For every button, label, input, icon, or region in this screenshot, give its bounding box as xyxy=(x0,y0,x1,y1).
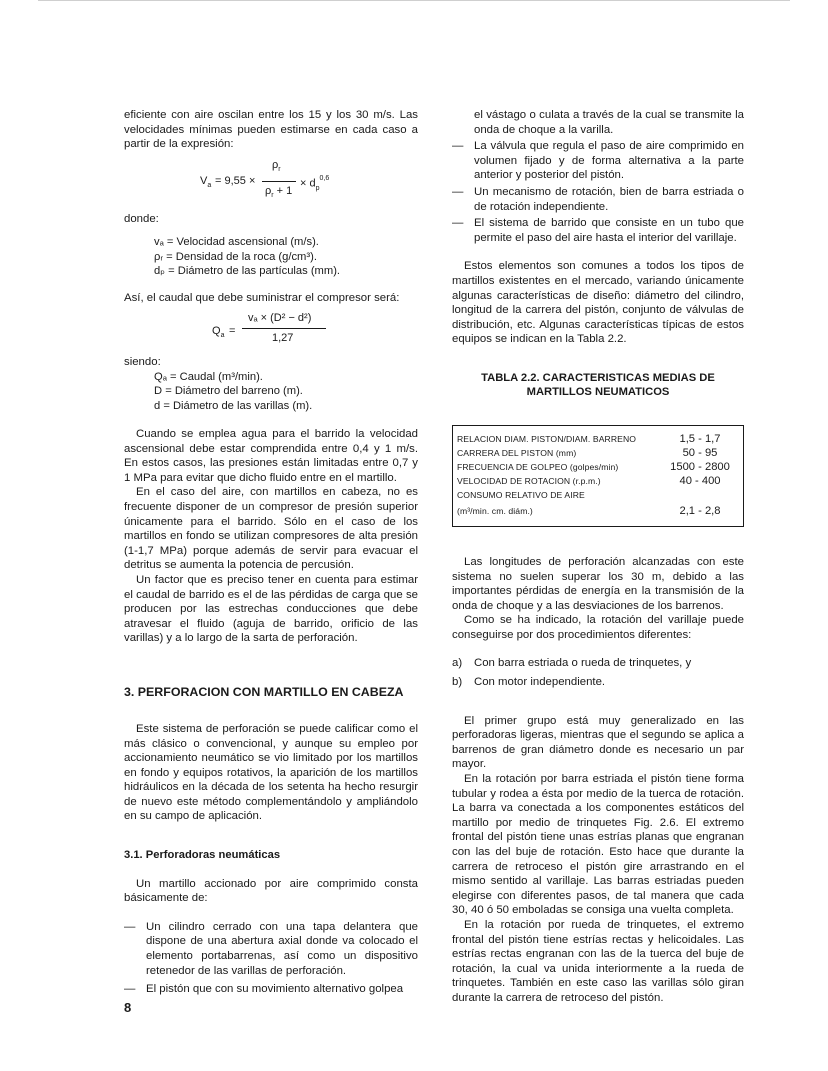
fraction-line xyxy=(242,328,326,329)
paragraph: En la rotación por barra estriada el pistón tiene forma tubular y rodea a ésta por medio de la tuerca de rotación. La barra va conectada a los componentes estáticos del martillo por medio de trinquetes Fig. 2.6. El extremo frontal del pistón tiene unas estrías planas que engranan con las del buje de rotación. Esto hace que durante la carrera de retroceso el pistón gire arrastrando en el mismo sentido al varillaje. Las barras estriadas pueden elegirse con diferentes pasos, de tal manera que cada 30, 40 ó 50 emboladas se consiga una vuelta completa. xyxy=(452,773,744,917)
formula-exp-sub: p xyxy=(315,184,320,192)
table-cell-label: FRECUENCIA DE GOLPEO (golpes/min) xyxy=(457,461,619,472)
table-row xyxy=(453,502,744,527)
table-cell-value: 40 - 400 xyxy=(679,474,721,487)
table-row xyxy=(453,488,744,502)
characteristics-table xyxy=(452,425,744,527)
paragraph: En el caso del aire, con martillos en cabeza, no es frecuente disponer de un compresor de presión superior únicamente para el barrido. Sólo en el caso de los martillos en fondo se utilizan compresores de alta presión (1-1,7 MPa) porque además de servir para evacuar el detritus se aumenta la potencia de percusión. xyxy=(124,486,418,572)
table-cell-value: 1,5 - 1,7 xyxy=(679,432,721,445)
table-cell-label: RELACION DIAM. PISTON/DIAM. BARRENO xyxy=(457,433,637,444)
table-cell-value xyxy=(657,488,744,502)
formula-numerator: ρ xyxy=(272,158,279,171)
formula-lhs-sub: a xyxy=(220,332,225,340)
paragraph: Estos elementos son comunes a todos los tipos de martillos existentes en el mercado, variando únicamente algunas características de diseño: diámetro del cilindro, longitud de la carrera del pistón, conjunto de válvulas de distribución, etc. Algunas características típicas de estos equipos se indican en la Tabla 2.2. xyxy=(452,260,744,346)
list-item-text: El pistón que con su movimiento alternativo golpea xyxy=(146,983,404,996)
table-row xyxy=(453,460,744,474)
paragraph: Como se ha indicado, la rotación del varillaje puede conseguirse por dos procedimientos diferentes: xyxy=(452,614,744,641)
paragraph: Cuando se emplea agua para el barrido la velocidad ascensional debe estar comprendida entre 0,4 y 1 m/s. En estos casos, las presiones están limitadas entre 0,7 y 1 MPa para evitar que dicho fluido entre en el martillo. xyxy=(124,428,418,484)
list-item-text: El sistema de barrido que consiste en un tubo que permite el paso del aire hasta el interior del varillaje. xyxy=(474,217,744,244)
formula-lhs: V xyxy=(200,174,208,187)
formula-denominator: 1,27 xyxy=(272,332,294,345)
paragraph: El primer grupo está muy generalizado en las perforadoras ligeras, mientras que el segundo se aplica a barrenos de gran diámetro donde es necesario un par mayor. xyxy=(452,714,744,771)
table-cell-value: 2,1 - 2,8 xyxy=(679,504,721,517)
paragraph: Un martillo accionado por aire comprimido consta básicamente de: xyxy=(124,877,418,905)
list-item-text: Un mecanismo de rotación, bien de barra estriada o de rotación independiente. xyxy=(474,185,744,213)
table-title xyxy=(452,371,744,399)
formula-denominator: ρ xyxy=(265,184,272,197)
table-row xyxy=(453,446,744,460)
donde-label: donde: xyxy=(124,212,159,225)
fraction-line xyxy=(262,181,296,182)
formula-times: × d xyxy=(300,177,316,190)
formula-denominator-sub: r xyxy=(271,191,274,199)
subsection-title: 3.1. Perforadoras neumáticas xyxy=(124,849,281,862)
formula-numerator-sub: r xyxy=(278,165,281,173)
paragraph: Este sistema de perforación se puede calificar como el más clásico o convencional, y aunque su empleo por accionamiento neumático se vio limitado por los martillos en fondo y equipos rotativos, la aparición de los martillos hidráulicos en la década de los setenta ha hecho resurgir de nuevo este método complementándolo y ampliándolo en su campo de aplicación. xyxy=(124,722,418,823)
definition-item: d = Diámetro de las varillas (m). xyxy=(154,399,313,412)
definition-item: ρᵣ = Densidad de la roca (g/cm³). xyxy=(154,250,317,263)
formula-lhs-sub: a xyxy=(207,181,212,189)
velocity-formula xyxy=(124,158,418,204)
definition-list xyxy=(154,370,418,413)
top-rule xyxy=(38,0,790,1)
list-item xyxy=(452,675,744,690)
paragraph: En la rotación por rueda de trinquetes, el extremo frontal del pistón tiene estrías rectas y helicoidales. Las estrías rectas engranan con las de la tuerca del buje de rotación, la cual va unida interiormente a la rueda de trinquetes. También en este caso las varillas sólo giran durante la carrera de retroceso del pistón. xyxy=(452,918,744,1004)
definition-item: D = Diámetro del barreno (m). xyxy=(154,385,303,398)
formula-eq: = xyxy=(229,325,236,338)
table-row xyxy=(453,425,744,446)
table-cell-value: 1500 - 2800 xyxy=(670,460,730,473)
list-item-text: Con motor independiente. xyxy=(474,676,606,689)
list-item: — La válvula que regula el paso de aire comprimido en volumen fijado y de forma alternativa a la parte anterior y posterior del pistón. xyxy=(452,140,744,182)
table-cell-label: VELOCIDAD DE ROTACION (r.p.m.) xyxy=(457,475,601,486)
table-row xyxy=(453,474,744,488)
formula-denominator-tail: + 1 xyxy=(276,184,293,197)
formula-eq: = 9,55 × xyxy=(215,174,256,187)
list-item: — Un mecanismo de rotación, bien de barra estriada o de rotación independiente. xyxy=(452,185,744,213)
list-marker: a) xyxy=(452,657,463,670)
list-item-text: Un cilindro cerrado con una tapa delantera que dispone de una abertura axial donde va colocado el elemento portabarrenas, así como un dispositivo retenedor de las varillas de perforación. xyxy=(146,920,418,977)
siendo-label: siendo: xyxy=(124,356,161,369)
list-item-text: el vástago o culata a través de la cual se transmite la onda de choque a la varilla. xyxy=(474,109,744,136)
list-item-text: La válvula que regula el paso de aire comprimido en volumen fijado y de forma alternativa a la parte anterior y posterior del pistón. xyxy=(474,140,744,182)
right-column xyxy=(452,108,744,1006)
definition-list xyxy=(154,235,418,278)
list-marker: b) xyxy=(452,676,463,689)
list-item: — El pistón que con su movimiento alternativo golpea xyxy=(124,982,418,997)
flow-formula xyxy=(124,311,418,355)
formula-numerator: vₐ × (D² − d²) xyxy=(248,312,312,325)
table-title-line: MARTILLOS NEUMATICOS xyxy=(526,385,670,398)
definition-item: dₚ = Diámetro de las partículas (mm). xyxy=(154,265,341,278)
formula-exponent: 0,6 xyxy=(319,174,330,182)
formula-lhs: Q xyxy=(212,325,221,338)
section-title: 3. PERFORACION CON MARTILLO EN CABEZA xyxy=(124,684,404,699)
paragraph: Un factor que es preciso tener en cuenta para estimar el caudal de barrido es el de las pérdidas de carga que se producen por las estrechas conducciones que debe atravesar el fluido (aguja de barrido, orificio de las varillas) y a lo largo de la sarta de perforación. xyxy=(124,573,418,645)
list-item-continued xyxy=(452,108,744,137)
definition-item: vₐ = Velocidad ascensional (m/s). xyxy=(154,236,319,249)
paragraph: eficiente con aire oscilan entre los 15 y los 30 m/s. Las velocidades mínimas pueden estimarse en cada caso a partir de la expresión: xyxy=(124,109,418,151)
list-item: — El sistema de barrido que consiste en un tubo que permite el paso del aire hasta el interior del varillaje. xyxy=(452,217,744,244)
list-item-text: Con barra estriada o rueda de trinquetes, y xyxy=(474,657,692,670)
table-title-line: TABLA 2.2. CARACTERISTICAS MEDIAS DE xyxy=(481,371,715,384)
left-column xyxy=(124,108,418,997)
table-cell-label: CARRERA DEL PISTON (mm) xyxy=(457,447,577,458)
table-cell-value: 50 - 95 xyxy=(682,446,718,459)
paragraph: Así, el caudal que debe suministrar el compresor será: xyxy=(124,291,400,304)
page-number: 8 xyxy=(124,1000,132,1015)
list-item xyxy=(452,656,744,671)
table-cell-label: CONSUMO RELATIVO DE AIRE xyxy=(457,489,585,500)
table-cell-label: (m³/min. cm. diám.) xyxy=(457,505,533,516)
paragraph: Las longitudes de perforación alcanzadas con este sistema no suelen superar los 30 m, debido a las importantes pérdidas de energía en la transmisión de la onda de choque y a las desviaciones de los barrenos. xyxy=(452,555,744,612)
definition-item: Qₐ = Caudal (m³/min). xyxy=(154,370,263,383)
list-item: — Un cilindro cerrado con una tapa delantera que dispone de una abertura axial donde va colocado el elemento portabarrenas, así como un dispositivo retenedor de las varillas de perforación. xyxy=(124,920,418,977)
